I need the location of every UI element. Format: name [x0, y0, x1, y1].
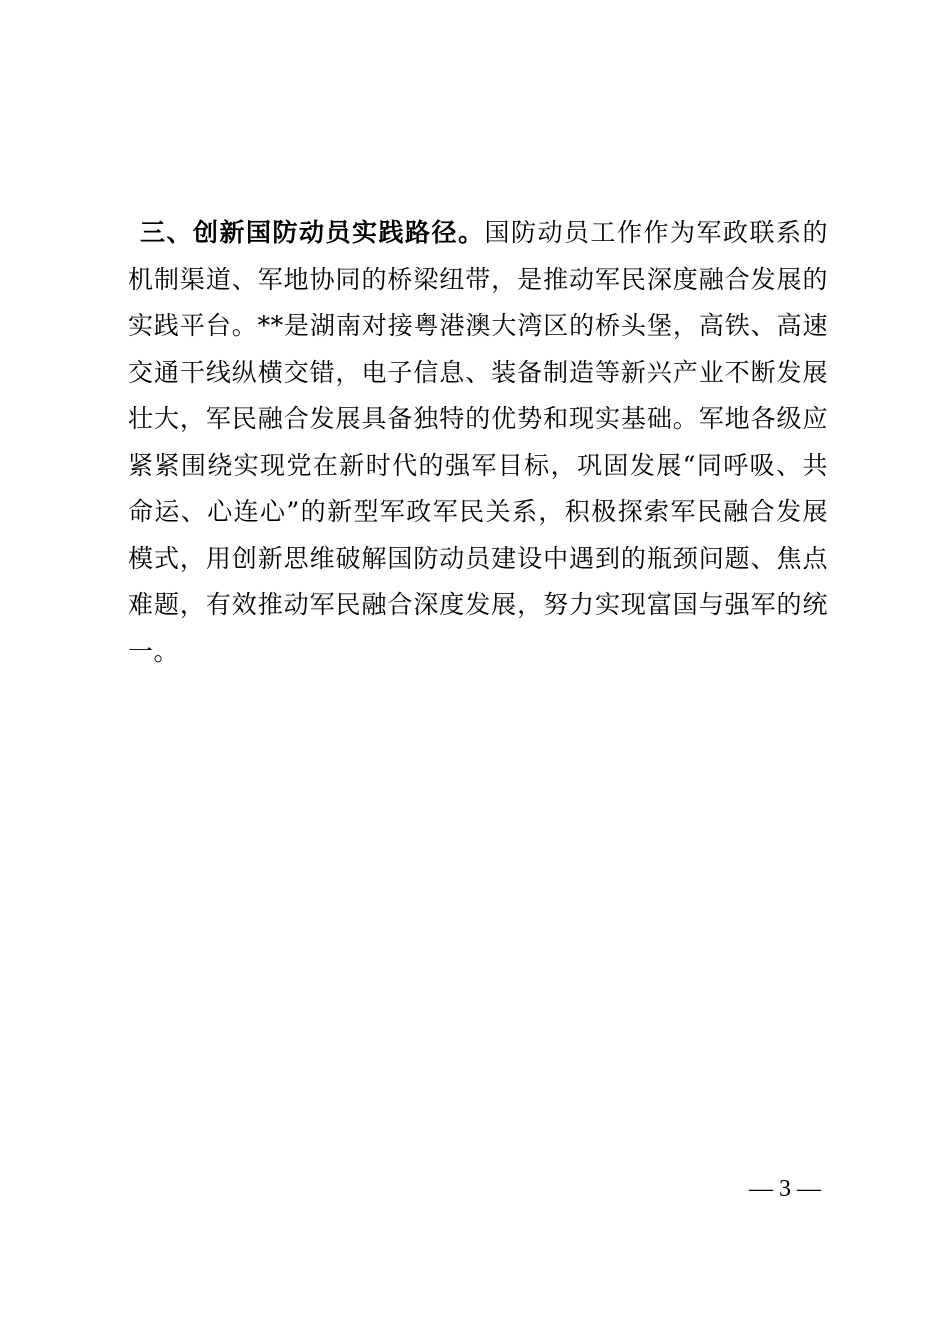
- section-heading: 三、创新国防动员实践路径。: [140, 218, 485, 247]
- body-paragraph: [128, 210, 828, 675]
- page-number: — 3 —: [749, 1176, 821, 1202]
- paragraph-text: 国防动员工作作为军政联系的机制渠道、军地协同的桥梁纽带，是推动军民深度融合发展的实践平台。**是湖南对接粤港澳大湾区的桥头堡，高铁、高速交通干线纵横交错，电子信息、装备制造等新兴产业不断发展壮大，军民融合发展具备独特的优势和现实基础。军地各级应紧紧围绕实现党在新时代的强军目标，巩固发展“同呼吸、共命运、心连心”的新型军政军民关系，积极探索军民融合发展模式，用创新思维破解国防动员建设中遇到的瓶颈问题、焦点难题，有效推动军民融合深度发展，努力实现富国与强军的统一。: [128, 218, 828, 666]
